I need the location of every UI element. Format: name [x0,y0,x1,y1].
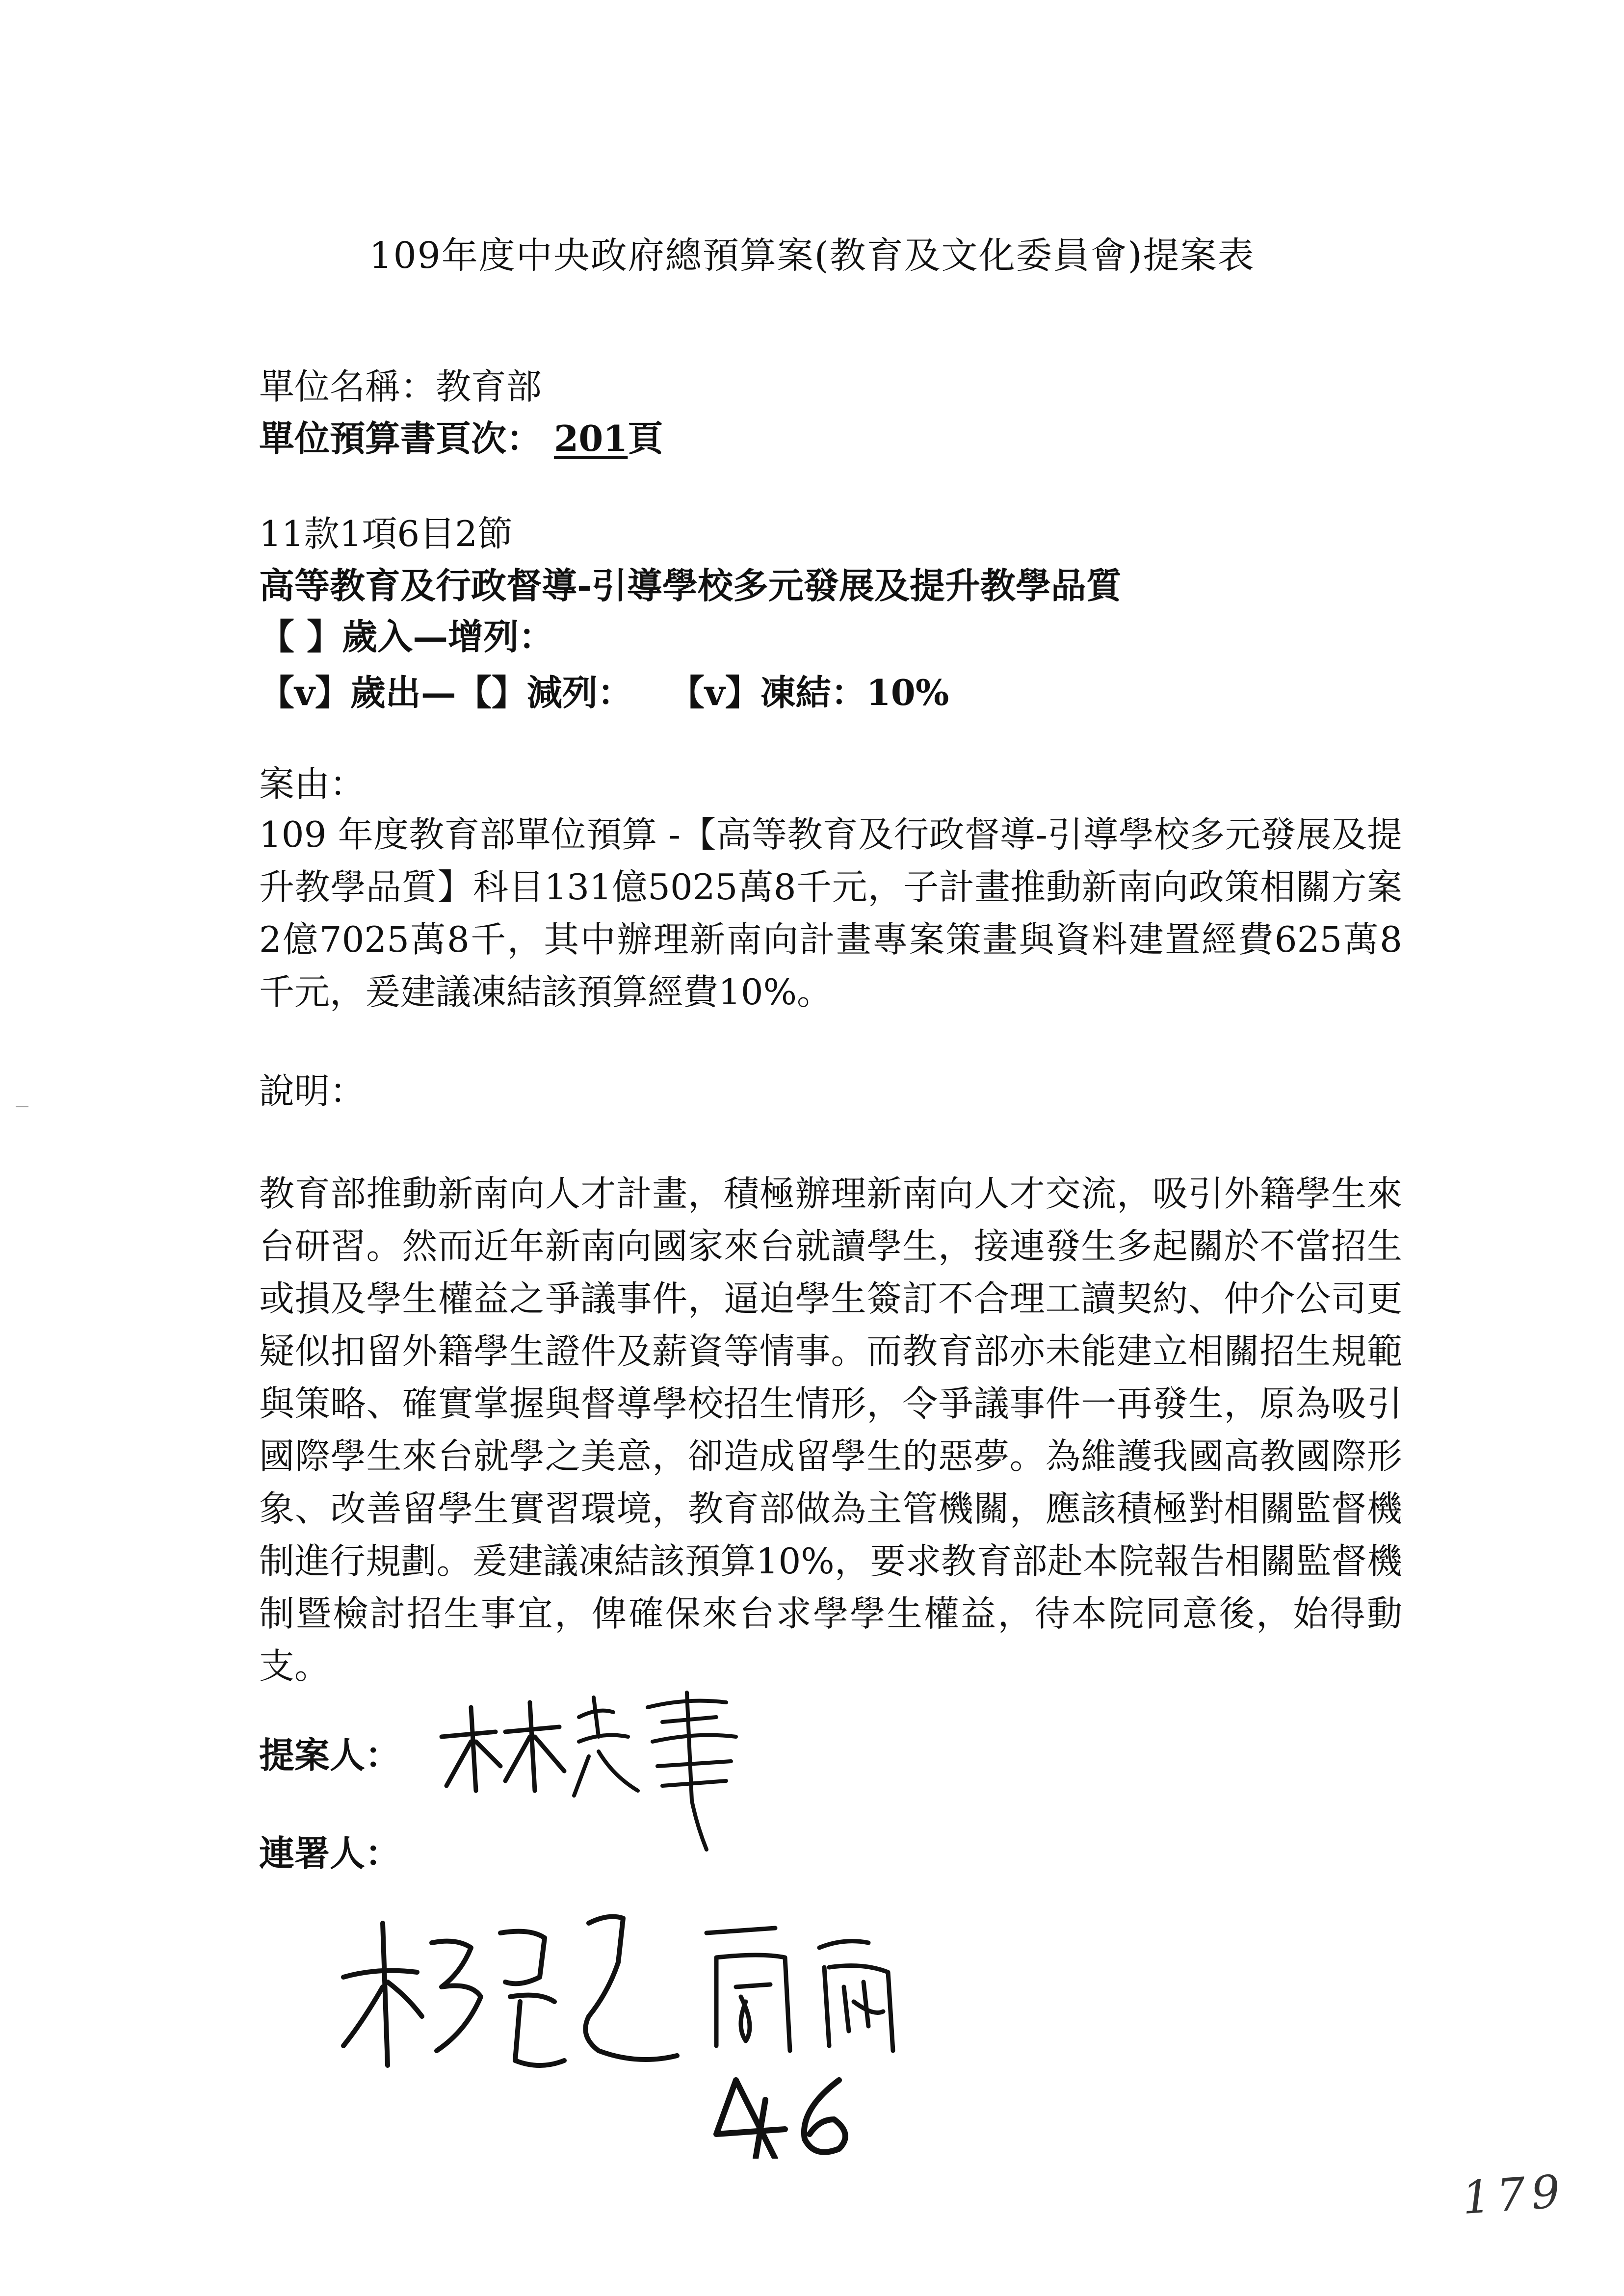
expense-freeze-line [259,664,949,715]
expense-option: 【v】歲出—【】減列： [259,672,633,713]
proposer-label: 提案人： [259,1734,401,1776]
unit-page-value: 201 [554,417,628,459]
proposer-signature [432,1678,775,1854]
cosigner-signature [334,1904,1021,2159]
reason-label: 案由： [259,763,366,805]
document-title: 109年度中央政府總預算案(教育及文化委員會)提案表 [369,235,1255,277]
page-number: 179 [1460,2165,1568,2225]
explanation-label: 說明： [259,1070,366,1112]
revenue-line: 【 】歲入—增列： [259,616,554,657]
unit-name-value: 教育部 [436,366,542,407]
freeze-option: 【v】凍結：10% [686,672,949,713]
unit-page-label: 單位預算書頁次： [259,417,542,459]
unit-page-line [259,410,663,461]
reason-text: 109 年度教育部單位預算 -【高等教育及行政督導-引導學校多元發展及提升教學品質】科目131億5025萬8千元，子計畫推動新南向政策相關方案2億7025萬8千，其中辦理新南向計畫專案策畫與資料建置經費625萬8千元，爰建議凍結該預算經費10%。 [259,814,1402,1013]
explanation-text: 教育部推動新南向人才計畫，積極辦理新南向人才交流，吸引外籍學生來台研習。然而近年新南向國家來台就讀學生，接連發生多起關於不當招生或損及學生權益之爭議事件，逼迫學生簽訂不合理工讀契約、仲介公司更疑似扣留外籍學生證件及薪資等情事。而教育部亦未能建立相關招生規範與策略、確實掌握與督導學校招生情形，令爭議事件一再發生，原為吸引國際學生來台就學之美意，卻造成留學生的惡夢。為維護我國高教國際形象、改善留學生實習環境，教育部做為主管機關，應該積極對相關監督機制進行規劃。爰建議凍結該預算10%，要求教育部赴本院報告相關監督機制暨檢討招生事宜，俾確保來台求學學生權益，待本院同意後，始得動支。 [259,1173,1402,1687]
cosigner-label: 連署人： [259,1832,401,1874]
unit-name-label: 單位名稱： [259,366,436,407]
unit-name-line [259,358,542,409]
program-name: 高等教育及行政督導-引導學校多元發展及提升教學品質 [259,565,1122,606]
unit-page-suffix: 頁 [628,417,663,459]
scan-speck [15,1104,29,1110]
section-code: 11款1項6目2節 [259,513,513,554]
